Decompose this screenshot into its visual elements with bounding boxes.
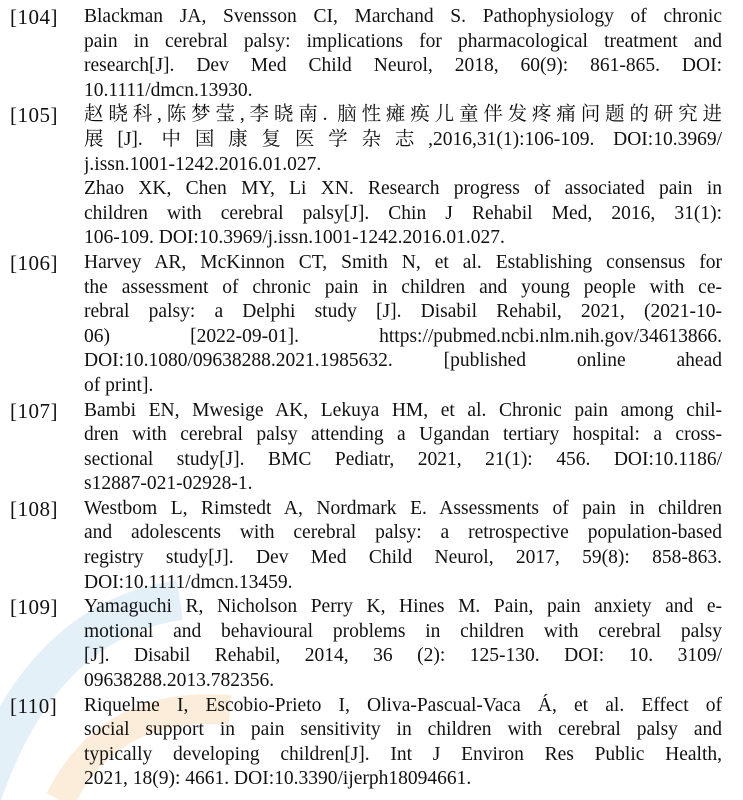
reference-text-line: Yamaguchi R, Nicholson Perry K, Hines M. Pain, pain anxiety and e- xyxy=(84,596,722,618)
reference-entry xyxy=(0,694,743,792)
reference-text-line: social support in pain sensitivity in children with cerebral palsy and xyxy=(84,719,722,741)
reference-text-line: 2021, 18(9): 4661. DOI:10.3390/ijerph18094661. xyxy=(84,768,472,790)
reference-number: [110] xyxy=(10,693,58,718)
reference-text-line: of print]. xyxy=(84,374,154,396)
reference-entry xyxy=(0,103,743,251)
reference-text-line: Zhao XK, Chen MY, Li XN. Research progress of associated pain in xyxy=(84,178,722,200)
reference-text-line: 06) [2022-09-01]. https://pubmed.ncbi.nlm.nih.gov/34613866. xyxy=(84,325,722,347)
reference-text-line: research[J]. Dev Med Child Neurol, 2018, 60(9): 861-865. DOI: xyxy=(84,55,722,77)
reference-number: [106] xyxy=(10,250,58,275)
reference-text-line: DOI:10.1080/09638288.2021.1985632. [published online ahead xyxy=(84,350,722,372)
reference-number: [107] xyxy=(10,398,58,423)
reference-entry xyxy=(0,399,743,497)
reference-list xyxy=(0,5,743,792)
reference-number: [104] xyxy=(10,5,58,29)
reference-text-line: sectional study[J]. BMC Pediatr, 2021, 21(1): 456. DOI:10.1186/ xyxy=(84,448,722,470)
reference-text-line: j.issn.1001-1242.2016.01.027. xyxy=(84,153,322,175)
reference-text-line: 10.1111/dmcn.13930. xyxy=(84,79,253,101)
reference-text-line: [J]. Disabil Rehabil, 2014, 36 (2): 125-130. DOI: 10. 3109/ xyxy=(84,645,722,667)
reference-text-line: 106-109. DOI:10.3969/j.issn.1001-1242.2016.01.027. xyxy=(84,227,505,249)
reference-text-line: s12887-021-02928-1. xyxy=(84,473,253,495)
reference-text-line: Blackman JA, Svensson CI, Marchand S. Pathophysiology of chronic xyxy=(84,6,722,27)
reference-text-line: and adolescents with cerebral palsy: a retrospective population-based xyxy=(84,522,722,544)
reference-text-line: rebral palsy: a Delphi study [J]. Disabil Rehabil, 2021, (2021-10- xyxy=(84,301,722,323)
reference-text-line: Bambi EN, Mwesige AK, Lekuya HM, et al. Chronic pain among chil- xyxy=(84,399,722,421)
reference-text-line: 展[J]. 中国康复医学杂志,2016,31(1):106-109. DOI:10.3969/ xyxy=(84,128,722,150)
reference-text-line: pain in cerebral palsy: implications for pharmacological treatment and xyxy=(84,30,722,52)
reference-number: [109] xyxy=(10,595,58,620)
reference-number: [108] xyxy=(10,496,58,521)
reference-text-line: DOI:10.1111/dmcn.13459. xyxy=(84,571,293,593)
reference-entry xyxy=(0,497,743,595)
reference-number: [105] xyxy=(10,103,58,128)
reference-text-line: dren with cerebral palsy attending a Ugandan tertiary hospital: a cross- xyxy=(84,424,722,446)
reference-entry xyxy=(0,251,743,399)
reference-text-line: 09638288.2013.782356. xyxy=(84,670,275,692)
reference-text-line: motional and behavioural problems in children with cerebral palsy xyxy=(84,620,722,642)
reference-text-line: 赵晓科,陈梦莹,李晓南. 脑性瘫痪儿童伴发疼痛问题的研究进 xyxy=(84,104,722,126)
reference-text-line: Harvey AR, McKinnon CT, Smith N, et al. Establishing consensus for xyxy=(84,251,722,273)
reference-text-line: the assessment of chronic pain in children and young people with ce- xyxy=(84,276,722,298)
reference-text-line: registry study[J]. Dev Med Child Neurol, 2017, 59(8): 858-863. xyxy=(84,547,722,569)
reference-text-line: children with cerebral palsy[J]. Chin J Rehabil Med, 2016, 31(1): xyxy=(84,202,722,224)
reference-entry xyxy=(0,5,743,103)
reference-text-line: Riquelme I, Escobio-Prieto I, Oliva-Pascual-Vaca Á, et al. Effect of xyxy=(84,694,722,716)
reference-text-line: Westbom L, Rimstedt A, Nordmark E. Assessments of pain in children xyxy=(84,497,722,519)
reference-entry xyxy=(0,595,743,693)
reference-text-line: typically developing children[J]. Int J Environ Res Public Health, xyxy=(84,743,722,765)
